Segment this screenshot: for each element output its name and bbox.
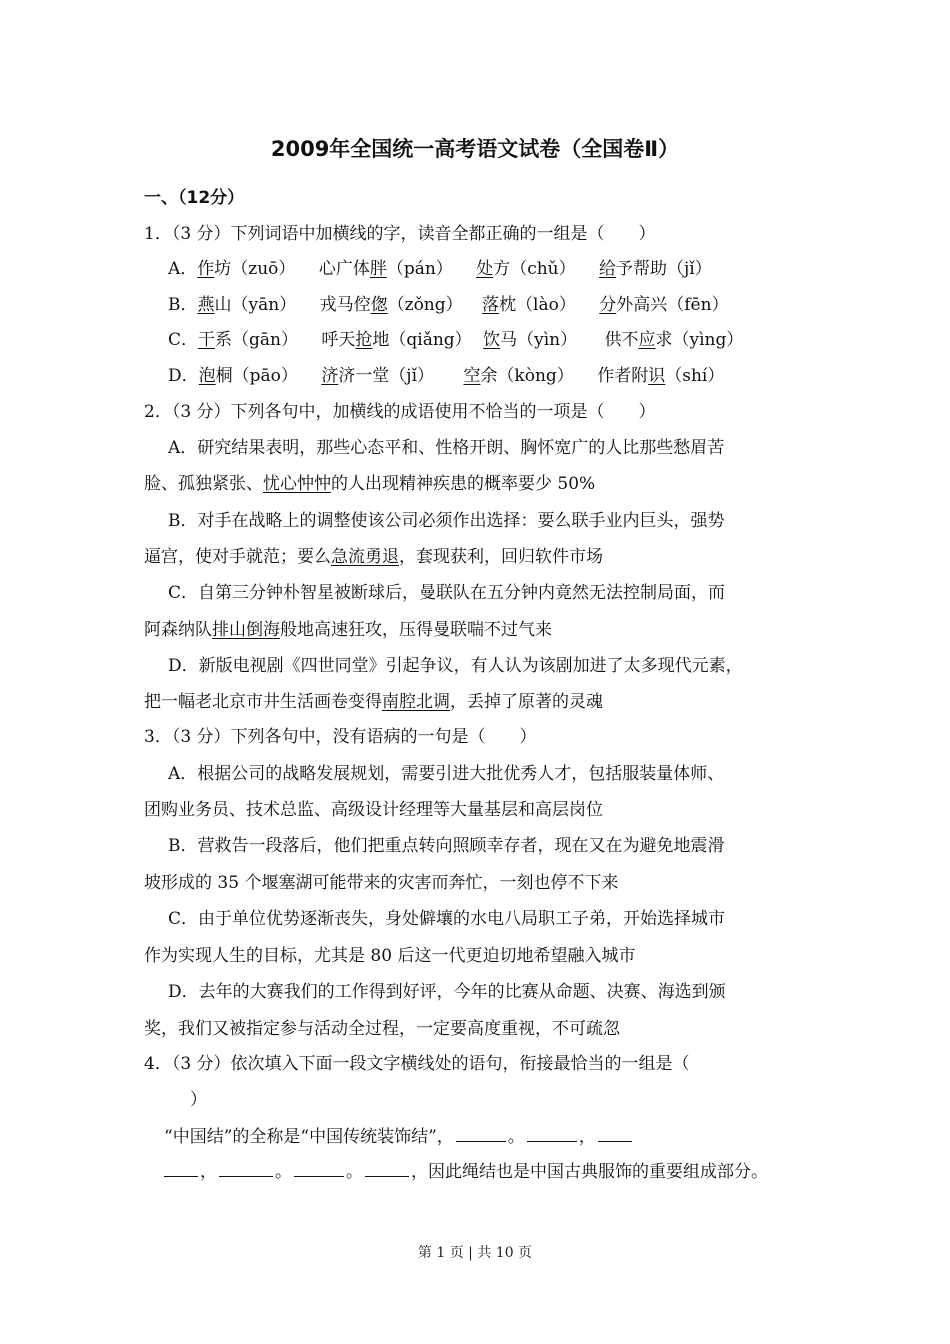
question-2-option-d-cont: 把一幅老北京市井生活画卷变得南腔北调，丢掉了原著的灵魂	[144, 692, 603, 712]
section-heading: 一、（12分）	[144, 188, 245, 208]
question-3-option-d-cont: 奖，我们又被指定参与活动全过程，一定要高度重视，不可疏忽	[144, 1019, 620, 1039]
question-2-option-b-cont: 逼宫，使对手就范；要么急流勇退，套现获利，回归软件市场	[144, 547, 603, 567]
question-3-option-b: B．营救告一段落后，他们把重点转向照顾幸存者，现在又在为避免地震滑	[168, 836, 725, 856]
answer-blank[interactable]	[598, 1127, 632, 1142]
question-2-option-d: D．新版电视剧《四世同堂》引起争议，有人认为该剧加进了太多现代元素，	[168, 656, 743, 676]
question-4-passage-line-1: “中国结”的全称是“中国传统装饰结”， 。 ，	[164, 1126, 634, 1148]
question-2-option-c: C．自第三分钟朴智星被断球后，曼联队在五分钟内竟然无法控制局面，而	[168, 583, 726, 603]
question-4-stem: 4．（3 分）依次填入下面一段文字横线处的语句，衔接最恰当的一组是（	[144, 1054, 690, 1074]
question-2-option-a: A．研究结果表明，那些心态平和、性格开朗、胸怀宽广的人比那些愁眉苦	[168, 438, 725, 458]
question-3-option-c: C．由于单位优势逐渐丧失，身处僻壤的水电八局职工子弟，开始选择城市	[168, 909, 726, 929]
question-3-stem: 3．（3 分）下列各句中，没有语病的一句是（ ）	[144, 727, 537, 747]
question-3-option-a: A．根据公司的战略发展规划，需要引进大批优秀人才，包括服装量体师、	[168, 764, 725, 784]
question-1-option-c: C．干系（gān） 呼天抢地（qiǎng） 饮马（yìn） 供不应求（yìng）	[168, 330, 744, 350]
page-footer: 第 1 页 | 共 10 页	[417, 1245, 533, 1261]
answer-blank[interactable]	[527, 1127, 577, 1142]
question-4-passage-line-2: ， 。 。 ，因此绳结也是中国古典服饰的重要组成部分。	[162, 1161, 768, 1183]
question-4-stem-cont: ）	[190, 1090, 207, 1110]
question-2-option-c-cont: 阿森纳队排山倒海般地高速狂攻，压得曼联喘不过气来	[144, 620, 552, 640]
question-1-option-b: B．燕山（yān） 戎马倥偬（zǒng） 落枕（lào） 分外高兴（fēn）	[168, 295, 729, 315]
question-1-stem: 1．（3 分）下列词语中加横线的字，读音全都正确的一组是（ ）	[144, 224, 656, 244]
question-2-option-b: B．对手在战略上的调整使该公司必须作出选择：要么联手业内巨头，强势	[168, 511, 725, 531]
question-3-option-d: D．去年的大赛我们的工作得到好评，今年的比赛从命题、决赛、海选到颁	[168, 982, 726, 1002]
answer-blank[interactable]	[456, 1127, 506, 1142]
page-title: 2009年全国统一高考语文试卷（全国卷Ⅱ）	[270, 137, 680, 161]
question-3-option-b-cont: 坡形成的 35 个堰塞湖可能带来的灾害而奔忙，一刻也停不下来	[144, 873, 619, 893]
question-2-stem: 2．（3 分）下列各句中，加横线的成语使用不恰当的一项是（ ）	[144, 402, 656, 422]
question-3-option-a-cont: 团购业务员、技术总监、高级设计经理等大量基层和高层岗位	[144, 800, 603, 820]
question-1-option-a: A．作坊（zuō） 心广体胖（pán） 处方（chǔ） 给予帮助（jǐ）	[168, 259, 712, 279]
answer-blank[interactable]	[164, 1162, 198, 1177]
answer-blank[interactable]	[294, 1162, 344, 1177]
answer-blank[interactable]	[219, 1162, 273, 1177]
answer-blank[interactable]	[365, 1162, 409, 1177]
question-3-option-c-cont: 作为实现人生的目标，尤其是 80 后这一代更迫切地希望融入城市	[144, 946, 636, 966]
question-1-option-d: D．泡桐（pāo） 济济一堂（jǐ） 空余（kòng） 作者附识（shí）	[168, 366, 725, 386]
question-2-option-a-cont: 脸、孤独紧张、忧心忡忡的人出现精神疾患的概率要少 50%	[144, 474, 596, 494]
